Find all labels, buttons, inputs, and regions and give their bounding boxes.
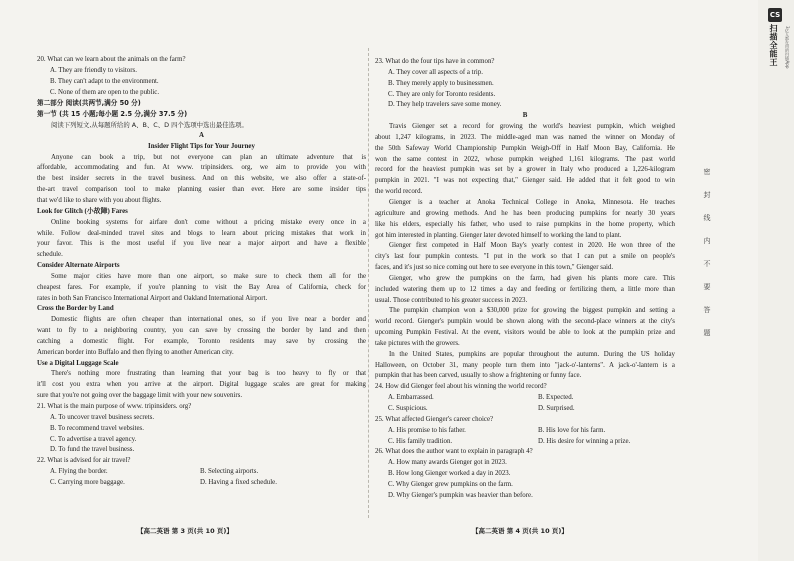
passage-b-line: got him interested in planting. Gienger later devoted himself to working the land to plant. (375, 231, 622, 239)
passage-b-line: upcoming Pumpkin Festival. At the event, visitors would be able to look at the pumpkin prize and (375, 329, 675, 337)
passage-b-line: record for the heaviest pumpkin was set by a grower in Italy who produced a 1,226-kilogram (375, 166, 675, 174)
passage-a-line: Some major cities have more than one airport, so make sure to check them all for the (51, 272, 366, 280)
question-23-stem: 23. What do the four tips have in common? (375, 58, 495, 65)
passage-b-label: B (522, 112, 528, 120)
passage-b-line: In the United States, pumpkins are popular throughout the autumn. During the US holiday (389, 350, 675, 358)
passage-b-line: usual. Those contributed to his greater success in 2023. (375, 296, 528, 304)
cs-logo-icon: CS (768, 8, 782, 22)
tip-heading-alternate-airports: Consider Alternate Airports (37, 262, 120, 270)
passage-b-line: agriculture and growing methods. And he has been producing pumpkins for nearly 30 years (375, 209, 675, 217)
passage-b-line: faces, and it's just so nice coming out here to see everyone in this town," Gienger said. (375, 264, 614, 272)
q22-options-row-1 (37, 467, 366, 478)
reading-instructions: 阅读下列短文,从每题所给的 A、B、C、D 四个选项中选出最佳选项。 (51, 121, 248, 130)
q25-options-row-2 (375, 437, 675, 448)
q25-option-d: D. His desire for winning a prize. (538, 437, 631, 445)
question-24-stem: 24. How did Gienger feel about his winning the world record? (375, 383, 547, 391)
q23-option-a: A. They cover all aspects of a trip. (388, 68, 483, 76)
q25-option-a: A. His promise to his father. (388, 426, 466, 434)
passage-a-line: it'll cost you extra when you arrive at the airport. Digital luggage scales are great for making (37, 381, 366, 389)
scanner-watermark-strip (758, 0, 794, 561)
passage-b-line: Gienger first competed in Half Moon Bay's yearly contest in 2020. He won three of the (389, 242, 675, 250)
passage-b-line: The pumpkin champion won a $30,000 prize for growing the biggest pumpkin and setting a (389, 307, 675, 315)
passage-b-line: like his elders, especially his father, who used to raise pumpkins in the home property, which (375, 220, 675, 228)
section-one-subheading: 第一节 (共 15 小题;每小题 2.5 分,满分 37.5 分) (37, 110, 188, 119)
passage-b-line: included watering them up to 12 times a day and feeding or fertilizing them, a little more than (375, 285, 675, 293)
passage-a-label: A (199, 131, 204, 139)
passage-b-line: the 50th Safeway World Championship Pumpkin Weigh-Off in Half Moon Bay, California. He (375, 144, 675, 152)
passage-b-line: Travis Gienger set a record for growing the world's heaviest pumpkin, which weighed (389, 123, 675, 131)
passage-b-line: about 1,247 kilograms, in 2023. The middle-aged man was named the winner on Monday of (375, 133, 675, 141)
q21-option-a: A. To uncover travel business secrets. (50, 413, 155, 421)
q26-option-a: A. How many awards Gienger got in 2023. (388, 459, 507, 467)
passage-a-line: sure that you're not going over the baggage limit with your new souvenirs. (37, 392, 243, 400)
question-22-stem: 22. What is advised for air travel? (37, 457, 131, 465)
scanner-app-name: 扫描全能王 (769, 24, 778, 67)
passage-b-line: Gienger is a teacher at Anoka Technical College in Anoka, Minnesota. He teaches (389, 198, 675, 206)
question-25-stem: 25. What affected Gienger's career choice? (375, 415, 494, 423)
passage-a-title: Insider Flight Tips for Your Journey (148, 142, 255, 150)
question-21-stem: 21. What is the main purpose of www. tripinsiders. org? (37, 403, 192, 410)
question-26-stem: 26. What does the author want to explain in paragraph 4? (375, 448, 533, 456)
q20-option-c: C. None of them are open to the public. (50, 88, 160, 96)
passage-b-line: pumpkin that has been carved, usually to show a frightening or funny face. (375, 372, 582, 380)
q22-options-row-2 (37, 478, 366, 489)
passage-a-line: that we'd like to share with you about flights. (37, 196, 162, 204)
q20-option-b: B. They can't adapt to the environment. (50, 77, 159, 85)
passage-a-line: schedule. (37, 251, 63, 259)
passage-a-line: American border into Buffalo and then flying to another American city. (37, 348, 234, 356)
q24-options-row-1 (375, 393, 675, 404)
passage-a-line: the best insider secrets in the travel business. And on this website, we also offer a state-of- (37, 175, 366, 183)
passage-a-line: while. Follow deal-minded travel sites and blogs to learn about pricing mistakes that work in (37, 229, 366, 237)
q22-option-b: B. Selecting airports. (200, 468, 259, 476)
q23-option-b: B. They merely apply to businessmen. (388, 79, 494, 87)
q20-option-a: A. They are friendly to visitors. (50, 66, 137, 74)
q25-options-row-1 (375, 426, 675, 437)
right-column (375, 57, 675, 502)
passage-a-line: the-art travel comparison tool to make planning easier than ever. Here are some insider tips (37, 186, 366, 194)
passage-a-line: There's nothing more frustrating than learning that your bag is too heavy to fly or that (51, 370, 366, 378)
q24-options-row-2 (375, 404, 675, 415)
passage-a-line: Domestic flights are often cheaper than international ones, so if you live near a border and (51, 316, 366, 324)
question-20-stem: 20. What can we learn about the animals on the farm? (37, 56, 186, 63)
passage-b-line: city's last four pumpkin contests. "I put in the work so that I can put a smile on people's (375, 253, 675, 261)
passage-a-line: cheapest fares. For example, if you're planning to visit the Bay Area of California, check for (37, 283, 366, 291)
passage-b-line: pumpkin in 2021. "I was not expecting that," Gienger said. He added that it felt good to win (375, 177, 675, 185)
tip-heading-glitch-fares: Look for Glitch (小故障) Fares (37, 207, 128, 215)
passage-a-line: Anyone can book a trip, but not everyone can plan an ultimate adventure that is (51, 153, 366, 161)
tip-heading-luggage-scale: Use a Digital Luggage Scale (37, 359, 119, 367)
q23-option-c: C. They are only for Toronto residents. (388, 90, 496, 98)
q25-option-c: C. His family tradition. (388, 437, 453, 445)
q25-option-b: B. His love for his farm. (538, 426, 606, 434)
q26-option-c: C. Why Gienger grew pumpkins on the farm. (388, 480, 513, 488)
q24-option-a: A. Embarrassed. (388, 394, 434, 402)
q22-option-d: D. Having a fixed schedule. (200, 478, 277, 486)
tip-heading-cross-border: Cross the Border by Land (37, 305, 114, 313)
q26-option-d: D. Why Gienger's pumpkin was heavier than before. (388, 491, 533, 499)
left-page-footer: 【高二英语 第 3 页(共 10 页)】 (137, 527, 233, 535)
passage-b-line: Gienger, who grew the pumpkins on the farm, had given his plants more care. This (389, 274, 675, 282)
passage-b-line: world record. Gienger's pumpkin would be shown along with the second-place winners at the city's (375, 318, 675, 326)
passage-a-line: affordable, accommodating and fun. At www. tripinsiders. org, we aim to provide you with (37, 164, 366, 172)
left-column (37, 55, 366, 489)
q24-option-c: C. Suspicious. (388, 405, 428, 412)
q23-option-d: D. They help travelers save some money. (388, 101, 502, 109)
q22-option-c: C. Carrying more baggage. (50, 478, 125, 486)
seal-line-note: 密封线内不要答题 (703, 168, 711, 352)
passage-a-line: your favor. This is the most useful if you live near a major airport and have a flexible (37, 240, 366, 248)
passage-a-line: Online booking systems for airfare don't come without a pricing mistake every once in a (51, 218, 366, 226)
q22-option-a: A. Flying the border. (50, 468, 108, 476)
passage-b-line: won the same contest in 2022, whose pumpkin weighed 1,161 kilograms. The past world (375, 155, 675, 163)
column-divider (368, 48, 369, 518)
passage-b-line: take pictures with the growers. (375, 339, 460, 347)
q21-option-b: B. To recommend travel websites. (50, 424, 144, 432)
passage-b-line: the world record. (375, 188, 423, 196)
q24-option-b: B. Expected. (538, 394, 574, 402)
passage-a-line: want to fly to a neighboring country, you can save by crossing the border by land and then (37, 327, 366, 335)
passage-a-line: rates in both San Francisco International Airport and Oakland International Airport. (37, 294, 268, 302)
q26-option-b: B. How long Gienger worked a day in 2023. (388, 470, 511, 478)
scanner-app-tagline: 3亿人都在用的扫描App (785, 26, 790, 69)
section-two-heading: 第二部分 阅读(共两节,满分 50 分) (37, 99, 141, 108)
passage-b-line: Halloween, on October 31, many people turn them into "jack-o'-lanterns". A jack-o'-lantern is a (375, 361, 675, 369)
passage-a-line: catching a domestic flight. For example, Toronto residents may save by crossing the (37, 337, 366, 345)
right-page-footer: 【高二英语 第 4 页(共 10 页)】 (472, 527, 568, 535)
q21-option-c: C. To advertise a travel agency. (50, 435, 137, 443)
q24-option-d: D. Surprised. (538, 405, 575, 412)
q21-option-d: D. To fund the travel business. (50, 446, 135, 454)
